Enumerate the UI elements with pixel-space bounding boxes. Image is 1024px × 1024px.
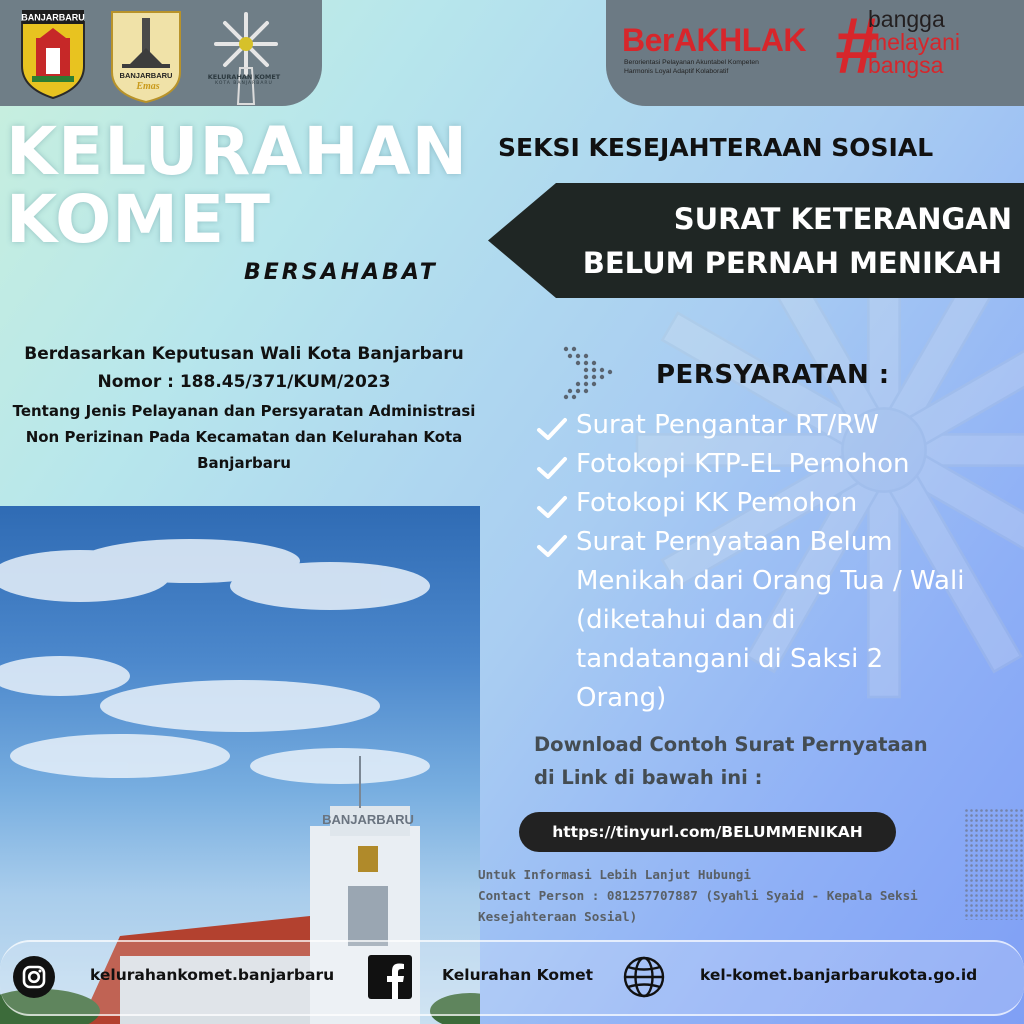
download-line1: Download Contoh Surat Pernyataan xyxy=(534,733,928,756)
svg-text:BANJARBARU: BANJARBARU xyxy=(119,71,173,80)
check-icon xyxy=(536,533,568,559)
berakhlak-subtitle xyxy=(624,58,824,76)
check-icon xyxy=(536,416,568,442)
decree-text xyxy=(0,340,488,476)
banjarbaru-emas-logo xyxy=(108,8,184,104)
slogan-line3: bangsa xyxy=(868,52,944,78)
chevron-dots-icon xyxy=(560,343,616,401)
requirement-text: Fotokopi KK Pemohon xyxy=(576,488,858,518)
download-instructions xyxy=(534,728,994,794)
banjarbaru-logo-label: BANJARBARU xyxy=(21,12,85,23)
download-line2: di Link di bawah ini : xyxy=(534,766,763,789)
berakhlak-subtitle-line2: Harmonis Loyal Adaptif Kolaboratif xyxy=(624,68,729,75)
requirement-text: Surat Pernyataan Belum Menikah dari Orang Tua / Wali (diketahui dan di tandatangani di Saksi 2 Orang) xyxy=(576,527,965,713)
requirement-item xyxy=(536,406,976,445)
instagram-handle[interactable]: kelurahankomet.banjarbaru xyxy=(90,966,335,984)
slogan-line1: bangga xyxy=(868,6,945,32)
berakhlak-title: BerAKHLAK xyxy=(622,22,806,58)
contact-line1: Untuk Informasi Lebih Lanjut Hubungi xyxy=(478,867,751,882)
requirement-item xyxy=(536,484,976,523)
website-url[interactable]: kel-komet.banjarbarukota.go.id xyxy=(700,966,978,984)
document-title xyxy=(520,197,1012,285)
tagline: BERSAHABAT xyxy=(244,260,438,285)
instagram-icon[interactable] xyxy=(12,955,56,999)
hash-mark: # xyxy=(834,1,879,90)
bangga-melayani-slogan xyxy=(868,8,960,77)
building-sign: BANJARBARU xyxy=(322,812,414,827)
requirements-heading: PERSYARATAN : xyxy=(656,360,890,390)
kelurahan-komet-logo xyxy=(196,8,296,108)
contact-info xyxy=(478,864,964,927)
banjarbaru-logo xyxy=(18,8,88,100)
requirement-text: Fotokopi KTP-EL Pemohon xyxy=(576,449,910,479)
requirement-text: Surat Pengantar RT/RW xyxy=(576,410,879,440)
kelurahan-komet-logo-sublabel: KOTA BANJARBARU xyxy=(215,81,273,86)
requirements-list xyxy=(536,406,976,718)
contact-line3: Kesejahteraan Sosial) xyxy=(478,909,638,924)
download-link-button[interactable]: https://tinyurl.com/BELUMMENIKAH xyxy=(519,812,896,852)
svg-text:Emas: Emas xyxy=(136,81,160,92)
facebook-icon[interactable] xyxy=(368,955,412,999)
decree-line1: Berdasarkan Keputusan Wali Kota Banjarbaru xyxy=(24,344,464,364)
akhlak-panel xyxy=(606,0,1024,106)
decree-line2: Nomor : 188.45/371/KUM/2023 xyxy=(97,372,391,392)
main-title-line1: KELURAHAN xyxy=(6,113,468,190)
check-icon xyxy=(536,494,568,520)
facebook-page[interactable]: Kelurahan Komet xyxy=(442,966,594,984)
globe-icon[interactable] xyxy=(622,955,666,999)
kelurahan-komet-logo-caption xyxy=(196,73,292,86)
kelurahan-komet-logo-label: KELURAHAN KOMET xyxy=(207,73,281,81)
check-icon xyxy=(536,455,568,481)
contact-line2: Contact Person : 081257707887 (Syahli Syaid - Kepala Seksi xyxy=(478,888,918,903)
main-title xyxy=(6,113,486,258)
slogan-line2: melayani xyxy=(868,29,961,55)
berakhlak-subtitle-line1: Berorientasi Pelayanan Akuntabel Kompeten xyxy=(624,59,759,66)
decree-line3: Tentang Jenis Pelayanan dan Persyaratan Administrasi Non Perizinan Pada Kecamatan dan Kelurahan Kota Banjarbaru xyxy=(12,402,476,472)
requirement-item xyxy=(536,445,976,484)
document-title-line1: SURAT KETERANGAN xyxy=(673,202,1012,236)
requirement-item xyxy=(536,523,976,718)
document-title-line2: BELUM PERNAH MENIKAH xyxy=(582,246,1002,280)
dot-pattern-decoration xyxy=(964,808,1024,920)
main-title-line2: KOMET xyxy=(6,181,272,258)
department-heading: SEKSI KESEJAHTERAAN SOSIAL xyxy=(498,133,934,162)
